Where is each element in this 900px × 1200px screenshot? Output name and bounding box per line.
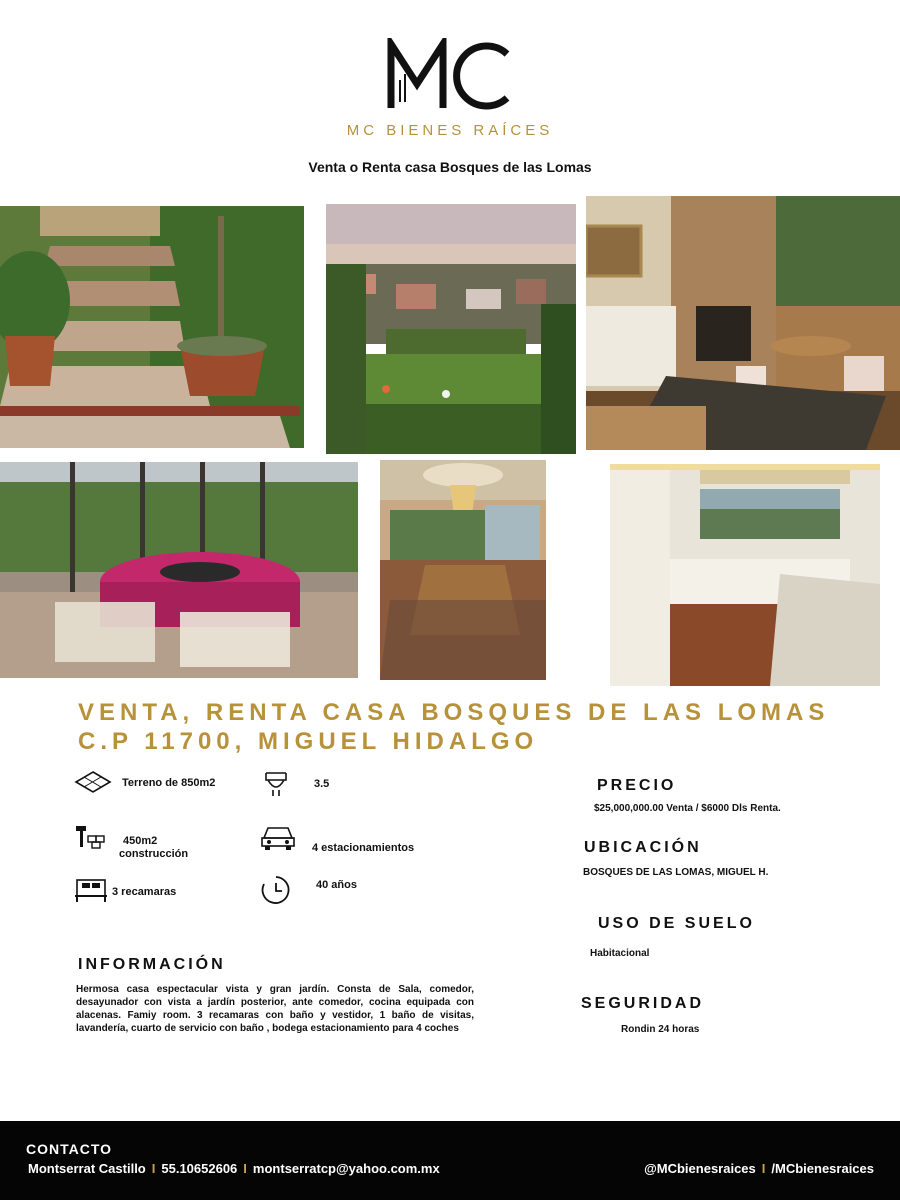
land-area-icon	[74, 770, 112, 794]
clock-icon	[260, 874, 292, 906]
contact-name: Montserrat Castillo	[28, 1161, 146, 1176]
sunroom-dining-photo	[0, 462, 358, 678]
informacion-text: Hermosa casa espectacular vista y gran jardín. Consta de Sala, comedor, desayunador con vista a jardín posterior, ante comedor, cocina equipada con alacenas. Famiy room. 3 recamaras con baño y vestidor, 1 baño de visitas, lavandería, cuarto de servicio con baño , bodega estacionamiento para 4 coches	[76, 984, 474, 1034]
separator: I	[243, 1161, 247, 1176]
separator: I	[151, 1161, 156, 1176]
headline: Venta o Renta casa Bosques de las Lomas	[308, 159, 592, 175]
living-room-photo	[586, 196, 900, 450]
precio-heading: PRECIO	[597, 777, 677, 794]
construction-icon	[74, 824, 108, 852]
facebook-handle[interactable]: /MCbienesraices	[771, 1161, 874, 1176]
feature-antiguedad: 40 años	[316, 879, 357, 891]
footer	[0, 1121, 900, 1200]
car-icon	[260, 822, 296, 852]
feature-terreno: Terreno de 850m2	[122, 777, 216, 789]
social-row	[644, 1161, 874, 1176]
property-title	[78, 698, 829, 756]
contact-email[interactable]: montserratcp@yahoo.com.mx	[252, 1161, 440, 1176]
feature-recamaras: 3 recamaras	[112, 886, 177, 898]
garden-view-photo	[326, 204, 576, 454]
feature-construccion	[119, 835, 189, 861]
uso-suelo-heading: USO DE SUELO	[598, 915, 755, 932]
feature-estacionamientos: 4 estacionamientos	[312, 842, 415, 854]
ubicacion-value: BOSQUES DE LAS LOMAS, MIGUEL H.	[583, 867, 769, 878]
mc-logo-mark	[385, 38, 515, 112]
dining-room-photo	[380, 460, 546, 680]
instagram-handle[interactable]: @MCbienesraices	[644, 1161, 756, 1176]
feature-banos: 3.5	[314, 778, 330, 790]
bathroom-icon	[263, 770, 289, 798]
informacion-heading: INFORMACIÓN	[78, 956, 226, 973]
garden-stairs-photo	[0, 206, 304, 448]
brand-name: MC BIENES RAÍCES	[346, 122, 554, 139]
precio-value: $25,000,000.00 Venta / $6000 Dls Renta.	[594, 803, 781, 814]
contact-phone[interactable]: 55.10652606	[161, 1161, 238, 1176]
feature-construccion-label: construcción	[119, 848, 189, 860]
feature-construccion-area: 450m2	[123, 835, 158, 847]
logo	[0, 38, 900, 117]
bed-icon	[74, 876, 108, 904]
uso-suelo-value: Habitacional	[590, 948, 650, 959]
separator: I	[761, 1161, 766, 1176]
kitchen-photo	[610, 464, 880, 686]
seguridad-heading: SEGURIDAD	[581, 995, 705, 1012]
contact-row	[28, 1161, 440, 1176]
contact-label: CONTACTO	[26, 1141, 113, 1157]
ubicacion-heading: UBICACIÓN	[584, 839, 702, 856]
seguridad-value: Rondin 24 horas	[621, 1024, 700, 1035]
title-line-1: VENTA, RENTA CASA BOSQUES DE LAS LOMAS	[78, 699, 830, 726]
title-line-2: C.P 11700, MIGUEL HIDALGO	[78, 728, 539, 755]
